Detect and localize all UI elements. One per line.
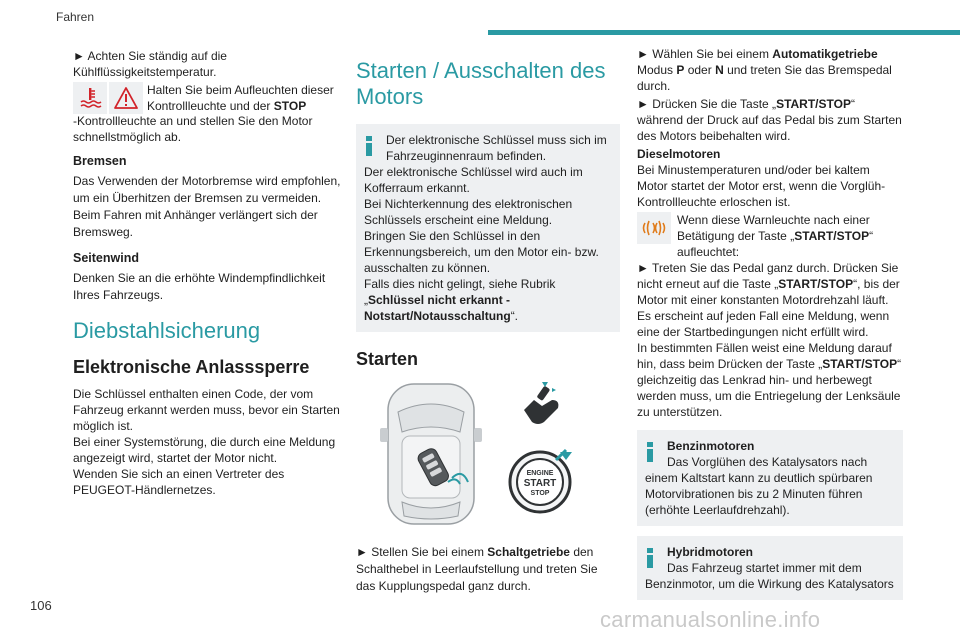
heading-dieselmotoren: Dieselmotoren [637,147,721,161]
button-label-stop: STOP [530,490,550,497]
info-icon [647,442,653,462]
s3-c: “, bis der Motor mit einer konstanten Motordrehzahl läuft. [637,277,900,307]
seitenwind-text: Denken Sie an die erhöhte Windempfindlichkeit Ihres Fahrzeugs. [73,271,326,302]
heading-benzinmotoren: Benzinmotoren [667,439,755,453]
s1-automatikgetriebe: Automatikgetriebe [772,47,878,61]
warn-c: “ aufleuchtet: [677,229,874,259]
s5-a: In bestimmten Fällen weist eine Meldung darauf hin, dass beim Drücken der Taste „ [637,341,892,371]
section-title: Fahren [56,10,95,24]
info-key-body: Der elektronische Schlüssel wird auch im Kofferraum erkannt. Bei Nichterkennung des elektronischen Schlüssels erscheint eine Meldung. Bringen Sie den Schlüssel in den Erkennungsbereich, um den Motor ein- bzw. ausschalten zu können. Falls dies nicht gelingt, siehe Rubrik „ [364,165,599,307]
info-key-text-b [364,164,612,324]
s1-n: N [715,63,724,77]
button-label-start: START [523,478,557,489]
page-header [0,0,960,40]
coolant-warning [73,82,343,114]
depress-pedal-step [637,260,903,308]
stop-label: STOP [273,99,307,113]
coolant-instruction: ► Achten Sie ständig auf die Kühlflüssigkeitstemperatur. [73,49,227,79]
info-key-text-a: Der elektronische Schlüssel muss sich im Fahrzeuginnenraum befinden. [386,133,607,163]
glow-plug-icon [637,212,671,244]
glow-plug-text [677,212,903,260]
watermark-text: carmanualsonline.info [600,607,821,632]
info-icon [366,136,372,156]
s2-start-stop: START/STOP [776,97,851,111]
coolant-warning-text-end: -Kontrollleuchte an und stellen Sie den Motor schnellstmöglich ab. [73,114,313,144]
start-illustration [356,380,620,532]
step-text-c: den Schalthebel in Leerlaufstellung und treten Sie das Kupplungspedal ganz durch. [356,545,598,593]
info-box-key [356,124,620,332]
header-accent-bar [488,30,960,35]
manual-gearbox-step [356,544,620,595]
warn-start-stop: START/STOP [794,229,870,243]
hybrid-text: Das Fahrzeug startet immer mit dem Benzinmotor, um die Wirkung des Katalysators [645,561,894,591]
car-with-key-illustration [376,380,486,526]
step-schaltgetriebe: Schaltgetriebe [487,545,570,559]
bremsen-text: Das Verwenden der Motorbremse wird empfohlen, um ein Überhitzen der Bremsen zu vermeiden. Beim Fahren mit Anhänger verlängert sich der Bremsweg. [73,174,341,239]
s1-e: und treten Sie das Bremspedal durch. [637,63,892,93]
column-middle [356,48,620,595]
s3-start-stop: START/STOP [778,277,854,291]
message-note: Es erscheint auf jeden Fall eine Meldung, wenn eine der Startbedingungen nicht erfüllt wird. [637,309,890,339]
warn-a: Wenn diese Warnleuchte nach einer Betätigung der Taste „ [677,213,870,243]
s1-c: Modus [637,63,677,77]
automatic-gearbox-step [637,46,903,94]
s1-a: ► Wählen Sie bei einem [637,47,773,61]
info-key-reference: Schlüssel nicht erkannt - Notstart/Notausschaltung [364,293,511,323]
s3-a: ► Treten Sie das Pedal ganz durch. Drücken Sie nicht erneut auf die Taste „ [637,261,899,291]
heading-starten: Starten [356,349,419,369]
coolant-warning-text-start [147,82,343,114]
engine-start-stop-button-icon [506,444,578,516]
step-text-a: ► Stellen Sie bei einem [356,545,488,559]
heading-diebstahlsicherung: Diebstahlsicherung [73,318,261,343]
steering-note [637,340,903,420]
s5-c: “ gleichzeitig das Lenkrad hin- und herbewegt werden muss, um die Entriegelung der Lenksäule zu unterstützen. [637,357,902,419]
column-left [73,48,343,498]
s2-a: ► Drücken Sie die Taste „ [637,97,777,111]
hand-press-icon [512,382,568,430]
heading-hybridmotoren: Hybridmotoren [667,545,754,559]
warning-text-a: Halten Sie beim Aufleuchten dieser Kontrollleuchte und der [147,83,334,113]
info-icon [647,548,653,568]
warning-triangle-icon [109,82,143,114]
info-key-end: “. [510,309,519,323]
benzin-text: Das Vorglühen des Katalysators nach einem Kaltstart kann zu deutlich spürbaren Motorvibrationen bis zu 2 Minuten führen (erhöhte Leerlaufdrehzahl). [645,455,873,517]
page-number: 106 [30,598,52,613]
s5-start-stop: START/STOP [822,357,898,371]
heading-seitenwind: Seitenwind [73,251,139,265]
heading-starten-ausschalten: Starten / Ausschalten des Motors [356,58,606,109]
info-box-hybrid [637,536,903,600]
press-start-stop-step [637,96,903,144]
s1-d: oder [684,63,716,77]
glow-plug-warning [637,212,903,260]
heading-bremsen: Bremsen [73,154,127,168]
info-box-petrol [637,430,903,526]
s1-p: P [676,63,685,77]
heading-elektronische-anlasssperre: Elektronische Anlasssperre [73,357,310,377]
button-label-engine: ENGINE [526,470,554,477]
anlasssperre-text: Die Schlüssel enthalten einen Code, der vom Fahrzeug erkannt werden muss, bevor ein Starten möglich ist. Bei einer Systemstörung, die durch eine Meldung angezeigt wird, startet der Motor nicht. Wenden Sie sich an einen Vertreter des PEUGEOT-Händlernetzes. [73,387,340,497]
diesel-text: Bei Minustemperaturen und/oder bei kaltem Motor startet der Motor erst, wenn die Vorglüh-Kontrollleuchte erloschen ist. [637,163,886,209]
coolant-temperature-icon [73,82,107,114]
column-right [637,46,903,600]
s2-c: “ während der Druck auf das Pedal bis zum Starten des Motors beibehalten wird. [637,97,902,143]
